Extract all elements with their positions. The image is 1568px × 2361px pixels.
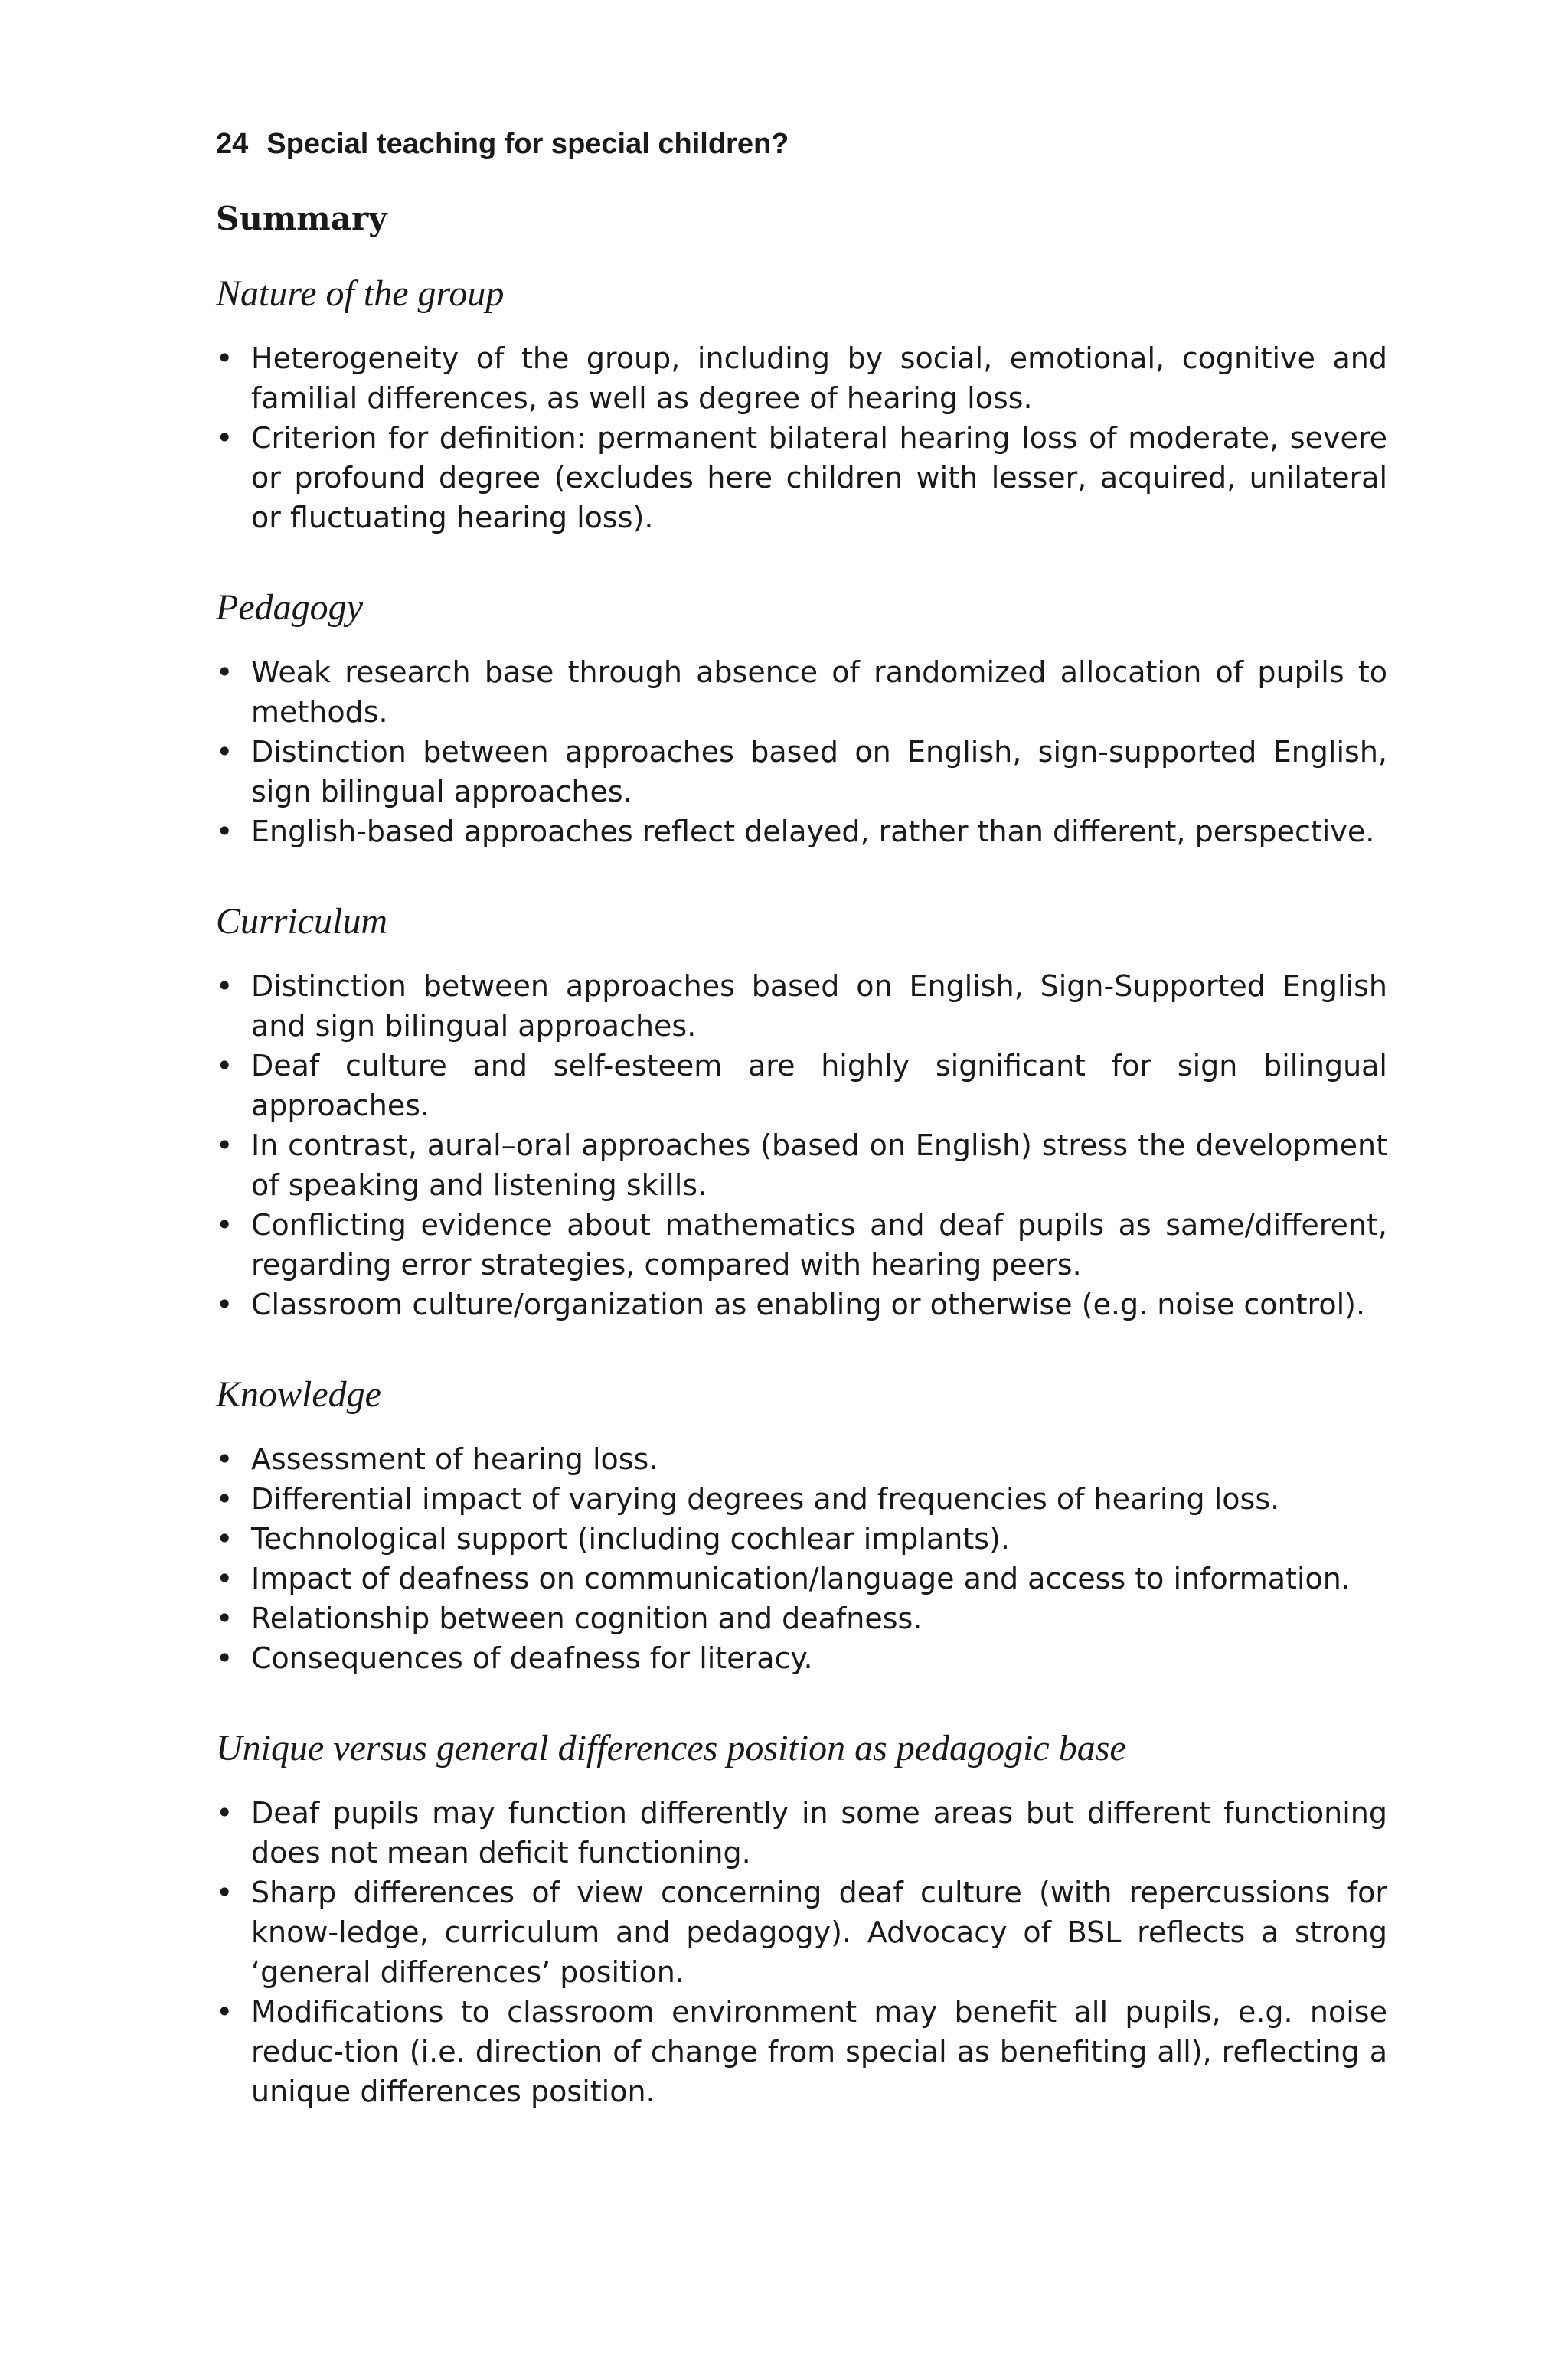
book-page <box>216 122 1387 2111</box>
bullet-list <box>216 1439 1387 1678</box>
list-item-text: Consequences of deafness for literacy. <box>251 1641 813 1675</box>
bullet-icon: • <box>216 1796 234 1830</box>
list-item-text: Relationship between cognition and deafness. <box>251 1602 923 1635</box>
section-unique-versus-general-differences <box>216 1726 1387 2111</box>
bullet-icon: • <box>216 1442 234 1476</box>
list-item <box>216 1519 1387 1559</box>
list-item-text: Deaf culture and self-esteem are highly significant for sign bilingual approaches. <box>251 1049 1387 1122</box>
list-item <box>216 1285 1387 1324</box>
bullet-list <box>216 1793 1387 2111</box>
list-item-text: In contrast, aural–oral approaches (based on English) stress the development of speaking and listening skills. <box>251 1128 1387 1202</box>
list-item <box>216 1638 1387 1678</box>
list-item <box>216 1125 1387 1205</box>
list-item-text: Modifications to classroom environment may benefit all pupils, e.g. noise reduc-tion (i.e. direction of change from special as benefiting all), reflecting a unique differences position. <box>251 1995 1387 2108</box>
bullet-icon: • <box>216 1562 234 1595</box>
list-item <box>216 732 1387 811</box>
bullet-icon: • <box>216 735 234 769</box>
section-heading: Knowledge <box>216 1374 381 1415</box>
section-pedagogy <box>216 585 1387 851</box>
list-item <box>216 811 1387 851</box>
section-curriculum <box>216 899 1387 1324</box>
bullet-icon: • <box>216 1602 234 1635</box>
list-item-text: Classroom culture/organization as enabling or otherwise (e.g. noise control). <box>251 1288 1366 1321</box>
section-heading: Pedagogy <box>216 587 363 628</box>
list-item <box>216 652 1387 732</box>
list-item-text: Distinction between approaches based on English, Sign-Supported English and sign bilingual approaches. <box>251 969 1387 1043</box>
list-item-text: Weak research base through absence of randomized allocation of pupils to methods. <box>251 655 1387 729</box>
section-knowledge <box>216 1372 1387 1678</box>
list-item-text: Technological support (including cochlear implants). <box>251 1522 1010 1556</box>
list-item <box>216 966 1387 1046</box>
bullet-icon: • <box>216 815 234 848</box>
list-item <box>216 1439 1387 1479</box>
section-heading: Nature of the group <box>216 273 505 314</box>
bullet-icon: • <box>216 1995 234 2029</box>
bullet-icon: • <box>216 341 234 375</box>
bullet-list <box>216 966 1387 1324</box>
section-heading: Curriculum <box>216 901 388 942</box>
bullet-icon: • <box>216 1876 234 1909</box>
bullet-icon: • <box>216 655 234 689</box>
list-item-text: Sharp differences of view concerning deaf culture (with repercussions for know-ledge, curriculum and pedagogy). Advocacy of BSL reflects a strong ‘general differences’ position. <box>251 1876 1387 1989</box>
page-number: 24 <box>216 128 249 160</box>
list-item <box>216 418 1387 537</box>
list-item <box>216 1793 1387 1873</box>
section-heading: Unique versus general differences position as pedagogic base <box>216 1728 1126 1768</box>
list-item <box>216 1479 1387 1519</box>
list-item-text: Heterogeneity of the group, including by social, emotional, cognitive and familial differences, as well as degree of hearing loss. <box>251 341 1387 415</box>
bullet-icon: • <box>216 1128 234 1162</box>
list-item-text: Distinction between approaches based on English, sign-supported English, sign bilingual approaches. <box>251 735 1387 808</box>
bullet-icon: • <box>216 1049 234 1083</box>
list-item <box>216 1046 1387 1125</box>
bullet-icon: • <box>216 1208 234 1242</box>
section-nature-of-the-group <box>216 271 1387 537</box>
bullet-icon: • <box>216 1522 234 1556</box>
running-head <box>216 122 1387 165</box>
bullet-icon: • <box>216 1288 234 1321</box>
list-item-text: English-based approaches reflect delayed, rather than different, perspective. <box>251 815 1375 848</box>
list-item-text: Impact of deafness on communication/language and access to information. <box>251 1562 1351 1595</box>
list-item-text: Conflicting evidence about mathematics and deaf pupils as same/different, regarding error strategies, compared with hearing peers. <box>251 1208 1387 1282</box>
bullet-icon: • <box>216 969 234 1003</box>
list-item-text: Assessment of hearing loss. <box>251 1442 658 1476</box>
bullet-icon: • <box>216 1482 234 1516</box>
list-item <box>216 1873 1387 1992</box>
list-item-text: Deaf pupils may function differently in some areas but different functioning does not mean deficit functioning. <box>251 1796 1387 1870</box>
bullet-icon: • <box>216 1641 234 1675</box>
list-item <box>216 1992 1387 2111</box>
list-item <box>216 338 1387 418</box>
list-item <box>216 1598 1387 1638</box>
list-item-text: Criterion for definition: permanent bilateral hearing loss of moderate, severe or profound degree (excludes here children with lesser, acquired, unilateral or fluctuating hearing loss). <box>251 421 1387 534</box>
list-item <box>216 1559 1387 1598</box>
running-title: Special teaching for special children? <box>266 128 789 160</box>
bullet-list <box>216 338 1387 537</box>
bullet-list <box>216 652 1387 851</box>
list-item <box>216 1205 1387 1285</box>
list-item-text: Differential impact of varying degrees and frequencies of hearing loss. <box>251 1482 1280 1516</box>
summary-title: Summary <box>216 200 387 237</box>
bullet-icon: • <box>216 421 234 455</box>
